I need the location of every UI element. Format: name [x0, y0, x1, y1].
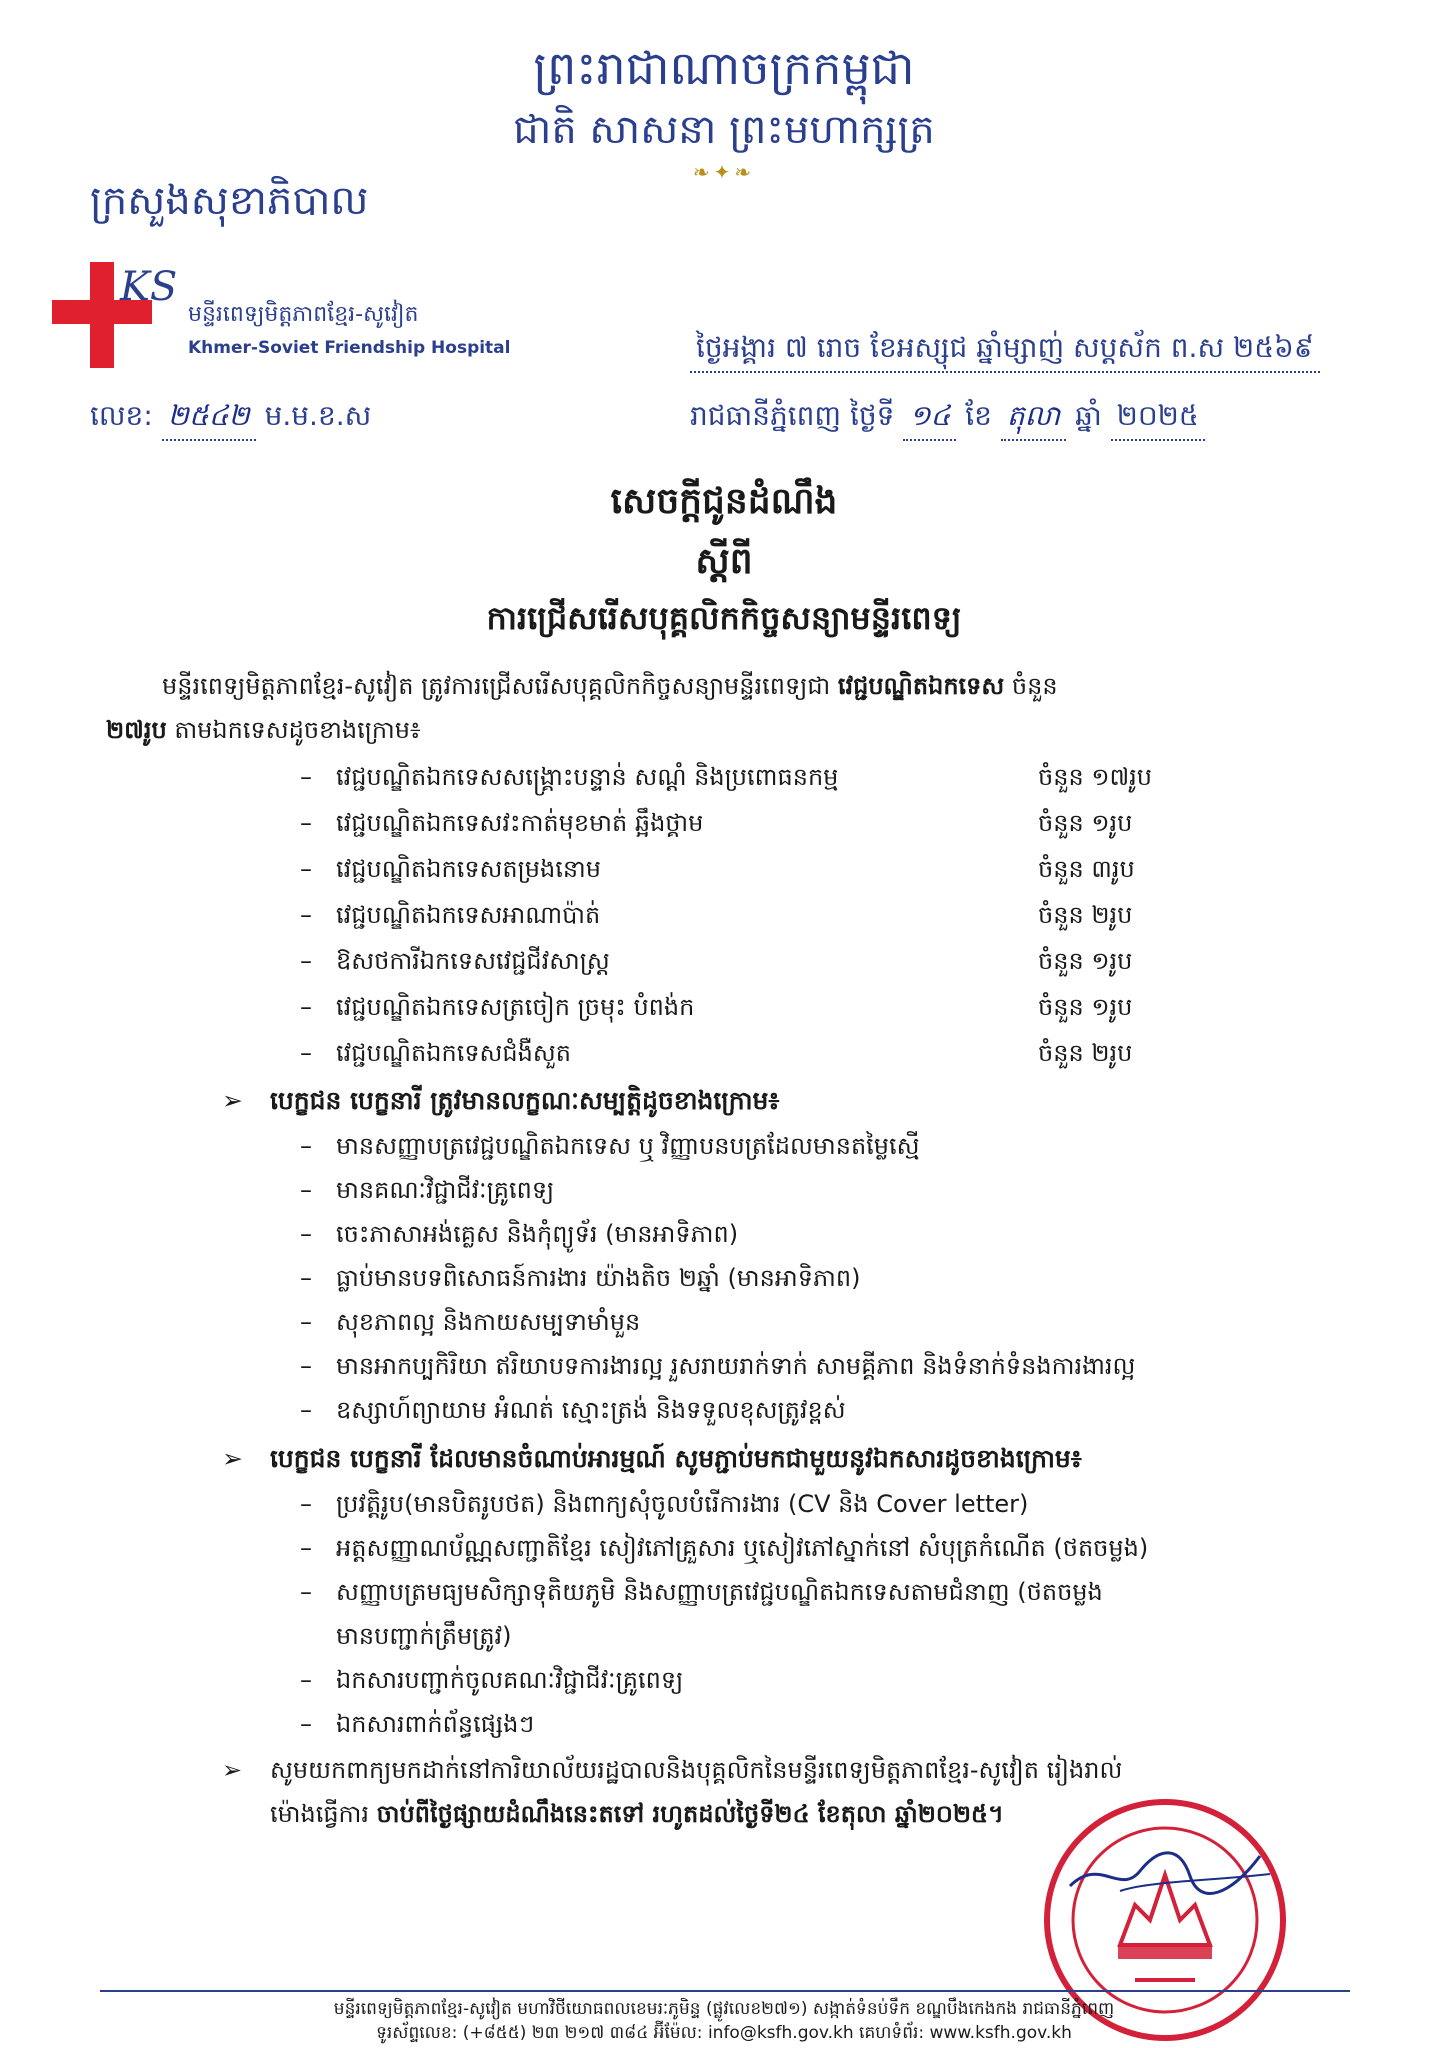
qualification-text: ឧស្សាហ៍ព្យាយាម អំណត់ ស្មោះត្រង់ និងទទួលខុសត្រូវខ្ពស់: [336, 1396, 846, 1424]
footer-contact: ទូរស័ព្ទលេខ: (+៨៥៥) ២៣ ២១៧ ៣៨៤ អ៊ីម៉ែល: info@ksfh.gov.kh គេហទំព័រ: www.ksfh.gov.kh: [376, 2023, 1072, 2043]
list-item: – ឧស្សាហ៍ព្យាយាម អំណត់ ស្មោះត្រង់ និងទទួលខុសត្រូវខ្ពស់: [300, 1388, 1320, 1432]
arrow-bullet-icon: ➢: [222, 1086, 243, 1115]
solar-date: [690, 398, 1205, 441]
position-title: វេជ្ជបណ្ឌិតឯកទេសសង្គ្រោះបន្ទាន់ សណ្តំ និងប្រពោធនកម្ម: [336, 763, 839, 791]
signature: [1060, 1836, 1280, 1906]
ministry-name: ក្រសួងសុខាភិបាល: [90, 178, 369, 224]
intro-line-2: [106, 708, 1322, 752]
notice-subject: ការជ្រើសរើសបុគ្គលិកកិច្ចសន្យាមន្ទីរពេទ្យ: [486, 599, 962, 637]
document-text: ឯកសារពាក់ព័ន្ធផ្សេងៗ: [336, 1710, 535, 1738]
intro-highlight: វេជ្ជបណ្ឌិតឯកទេស: [837, 672, 1005, 700]
qualification-text: សុខភាពល្អ និងកាយសម្បទាមាំមួន: [336, 1308, 641, 1336]
month-label: ខែ: [965, 399, 992, 432]
position-title: វេជ្ជបណ្ឌិតឯកទេសវះកាត់មុខមាត់ ឆ្អឹងថ្គាម: [336, 809, 704, 837]
documents-heading-text: បេក្ខជន បេក្ខនារី ដែលមានចំណាប់អារម្មណ៍ សូមភ្ជាប់មកជាមួយនូវឯកសារដូចខាងក្រោម៖: [270, 1444, 1082, 1473]
date-day: ១៤: [903, 398, 956, 441]
ornament-divider: ❧✦❧: [692, 160, 756, 184]
document-text: សញ្ញាបត្រមធ្យមសិក្សាទុតិយភូមិ និងសញ្ញាបត្រវេជ្ជបណ្ឌិតឯកទេសតាមជំនាញ (ថតចម្លង: [336, 1578, 1103, 1606]
intro-text-1: មន្ទីរពេទ្យមិត្តភាពខ្មែរ-សូវៀត ត្រូវការជ្រើសរើសបុគ្គលិកកិច្ចសន្យាមន្ទីរពេទ្យជា: [162, 672, 838, 700]
position-row: – វេជ្ជបណ្ឌិតឯកទេសជំងឺសួត ចំនួន ២រូប: [300, 1030, 1300, 1076]
document-text: ប្រវត្តិរូប(មានបិតរូបថត) និងពាក្យសុំចូលបំរើការងារ (CV និង Cover letter): [336, 1490, 1029, 1518]
hospital-name-en: Khmer-Soviet Friendship Hospital: [188, 338, 511, 358]
position-title: ឱសថការីឯកទេសវេជ្ជជីវសាស្ត្រ: [336, 947, 610, 975]
intro-paragraph: [106, 664, 1322, 752]
position-row: – ឱសថការីឯកទេសវេជ្ជជីវសាស្ត្រ ចំនួន ១រូប: [300, 938, 1300, 984]
qualification-text: ធ្លាប់មានបទពិសោធន៍ការងារ យ៉ាងតិច ២ឆ្នាំ (មានអាទិភាព): [336, 1264, 861, 1292]
hospital-name-kh: មន្ទីរពេទ្យមិត្តភាពខ្មែរ-សូវៀត: [188, 302, 419, 327]
date-year: ២០២៥: [1111, 398, 1205, 441]
position-count: ចំនួន ២រូប: [1038, 1039, 1133, 1067]
intro-text-3: តាមឯកទេសដូចខាងក្រោម៖: [166, 716, 421, 744]
position-title: វេជ្ជបណ្ឌិតឯកទេសអាណាប៉ាត់: [336, 901, 601, 929]
kingdom-title: ព្រះរាជាណាចក្រកម្ពុជា: [533, 41, 915, 95]
qualification-text: ចេះភាសាអង់គ្លេស និងកុំព្យូទ័រ (មានអាទិភាព): [336, 1220, 739, 1248]
reference-value: ២៥៤២: [162, 398, 256, 441]
position-row: – វេជ្ជបណ្ឌិតឯកទេសអាណាប៉ាត់ ចំនួន ២រូប: [300, 892, 1300, 938]
list-item: – ធ្លាប់មានបទពិសោធន៍ការងារ យ៉ាងតិច ២ឆ្នាំ (មានអាទិភាព): [300, 1256, 1320, 1300]
position-row: – វេជ្ជបណ្ឌិតឯកទេសត្រចៀក ច្រមុះ បំពង់ក ចំនួន ១រូប: [300, 984, 1300, 1030]
list-item: – សញ្ញាបត្រមធ្យមសិក្សាទុតិយភូមិ និងសញ្ញាបត្រវេជ្ជបណ្ឌិតឯកទេសតាមជំនាញ (ថតចម្លង មានបញ្ជាក់ត្រឹមត្រូវ): [300, 1570, 1320, 1658]
position-title: វេជ្ជបណ្ឌិតឯកទេសតម្រងនោម: [336, 855, 601, 883]
list-item: – ចេះភាសាអង់គ្លេស និងកុំព្យូទ័រ (មានអាទិភាព): [300, 1212, 1320, 1256]
position-count: ចំនួន ២រូប: [1038, 901, 1133, 929]
list-item: – ឯកសារបញ្ជាក់ចូលគណៈវិជ្ជាជីវៈគ្រូពេទ្យ: [300, 1658, 1320, 1702]
place-label: រាជធានីភ្នំពេញ ថ្ងៃទី: [690, 399, 895, 432]
notice-title: សេចក្តីជូនដំណឹង: [610, 481, 838, 522]
position-count: ចំនួន ៣រូប: [1038, 855, 1135, 883]
qualification-text: មានអាកប្បកិរិយា ឥរិយាបទការងារល្អ រួសរាយរាក់ទាក់ សាមគ្គីភាព និងទំនាក់ទំនងការងារល្អ: [336, 1352, 1136, 1380]
list-item: – មានគណៈវិជ្ជាជីវៈគ្រូពេទ្យ: [300, 1168, 1320, 1212]
position-row: – វេជ្ជបណ្ឌិតឯកទេសសង្គ្រោះបន្ទាន់ សណ្តំ និងប្រពោធនកម្ម ចំនួន ១៧រូប: [300, 754, 1300, 800]
list-item: – សុខភាពល្អ និងកាយសម្បទាមាំមួន: [300, 1300, 1320, 1344]
closing-line-2a: ម៉ោងធ្វើការ: [270, 1800, 377, 1828]
year-label: ឆ្នាំ: [1075, 399, 1102, 432]
list-item: – ឯកសារពាក់ព័ន្ធផ្សេងៗ: [300, 1702, 1320, 1746]
qualification-text: មានគណៈវិជ្ជាជីវៈគ្រូពេទ្យ: [336, 1176, 555, 1204]
logo-letters: KS: [120, 264, 178, 310]
position-title: វេជ្ជបណ្ឌិតឯកទេសជំងឺសួត: [336, 1039, 571, 1067]
intro-count: ២៧រូប: [106, 716, 167, 744]
document-text: អត្តសញ្ញាណប័ណ្ណសញ្ជាតិខ្មែរ សៀវភៅគ្រួសារ ឬសៀវភៅស្នាក់នៅ សំបុត្រកំណើត (ថតចម្លង): [336, 1534, 1149, 1562]
hospital-logo: [50, 260, 180, 370]
national-motto: ជាតិ សាសនា ព្រះមហាក្សត្រ: [513, 107, 935, 153]
lunar-date-text: ថ្ងៃអង្គារ ៧ រោច ខែអស្សុជ ឆ្នាំម្សាញ់ សប្តស័ក ព.ស ២៥៦៩: [690, 330, 1320, 373]
list-item: – មានអាកប្បកិរិយា ឥរិយាបទការងារល្អ រួសរាយរាក់ទាក់ សាមគ្គីភាព និងទំនាក់ទំនងការងារល្អ: [300, 1344, 1320, 1388]
position-row: – វេជ្ជបណ្ឌិតឯកទេសតម្រងនោម ចំនួន ៣រូប: [300, 846, 1300, 892]
position-count: ចំនួន ១រូប: [1038, 947, 1133, 975]
list-item: – អត្តសញ្ញាណប័ណ្ណសញ្ជាតិខ្មែរ សៀវភៅគ្រួសារ ឬសៀវភៅស្នាក់នៅ សំបុត្រកំណើត (ថតចម្លង): [300, 1526, 1320, 1570]
reference-suffix: ម.ម.ខ.ស: [264, 399, 372, 432]
notice-subject-label: ស្តីពី: [695, 541, 753, 582]
closing-deadline: ចាប់ពីថ្ងៃផ្សាយដំណឹងនេះតទៅ រហូតដល់ថ្ងៃទី២៤ ខែតុលា ឆ្នាំ២០២៥។: [376, 1800, 1004, 1828]
position-row: – វេជ្ជបណ្ឌិតឯកទេសវះកាត់មុខមាត់ ឆ្អឹងថ្គាម ចំនួន ១រូប: [300, 800, 1300, 846]
position-count: ចំនួន ១រូប: [1038, 993, 1133, 1021]
arrow-bullet-icon: ➢: [222, 1444, 243, 1473]
footer-address: មន្ទីរពេទ្យមិត្តភាពខ្មែរ-សូវៀត មហាវិថីយោធពលខេមរៈភូមិន្ទ (ផ្លូវលេខ២៧១) សង្កាត់ទំនប់ទឹក ខណ្ឌបឹងកេងកង រាជធានីភ្នំពេញ: [333, 1999, 1115, 2019]
footer-divider: [100, 1990, 1350, 1992]
date-month: តុលា: [1001, 398, 1066, 441]
intro-text-2: ចំនួន: [1004, 672, 1058, 700]
position-title: វេជ្ជបណ្ឌិតឯកទេសត្រចៀក ច្រមុះ បំពង់ក: [336, 993, 695, 1021]
lunar-date: [690, 330, 1320, 373]
document-text: ឯកសារបញ្ជាក់ចូលគណៈវិជ្ជាជីវៈគ្រូពេទ្យ: [336, 1666, 684, 1694]
reference-number: [90, 398, 371, 441]
list-item: – ប្រវត្តិរូប(មានបិតរូបថត) និងពាក្យសុំចូលបំរើការងារ (CV និង Cover letter): [300, 1482, 1320, 1526]
position-count: ចំនួន ១៧រូប: [1038, 763, 1153, 791]
document-text-cont: មានបញ្ជាក់ត្រឹមត្រូវ): [336, 1622, 512, 1650]
reference-label: លេខ:: [90, 399, 153, 432]
qualification-text: មានសញ្ញាបត្រវេជ្ជបណ្ឌិតឯកទេស ឬ វិញ្ញាបនបត្រដែលមានតម្លៃស្មើ: [336, 1132, 920, 1160]
closing-line-1: សូមយកពាក្យមកដាក់នៅការិយាល័យរដ្ឋបាលនិងបុគ្គលិកនៃមន្ទីរពេទ្យមិត្តភាពខ្មែរ-សូវៀត រៀងរាល់: [270, 1756, 1123, 1784]
position-count: ចំនួន ១រូប: [1038, 809, 1133, 837]
qualifications-heading-text: បេក្ខជន បេក្ខនារី ត្រូវមានលក្ខណៈសម្បត្តិដូចខាងក្រោម៖: [270, 1086, 780, 1115]
list-item: – មានសញ្ញាបត្រវេជ្ជបណ្ឌិតឯកទេស ឬ វិញ្ញាបនបត្រដែលមានតម្លៃស្មើ: [300, 1124, 1320, 1168]
arrow-bullet-icon: ➢: [222, 1756, 243, 1784]
